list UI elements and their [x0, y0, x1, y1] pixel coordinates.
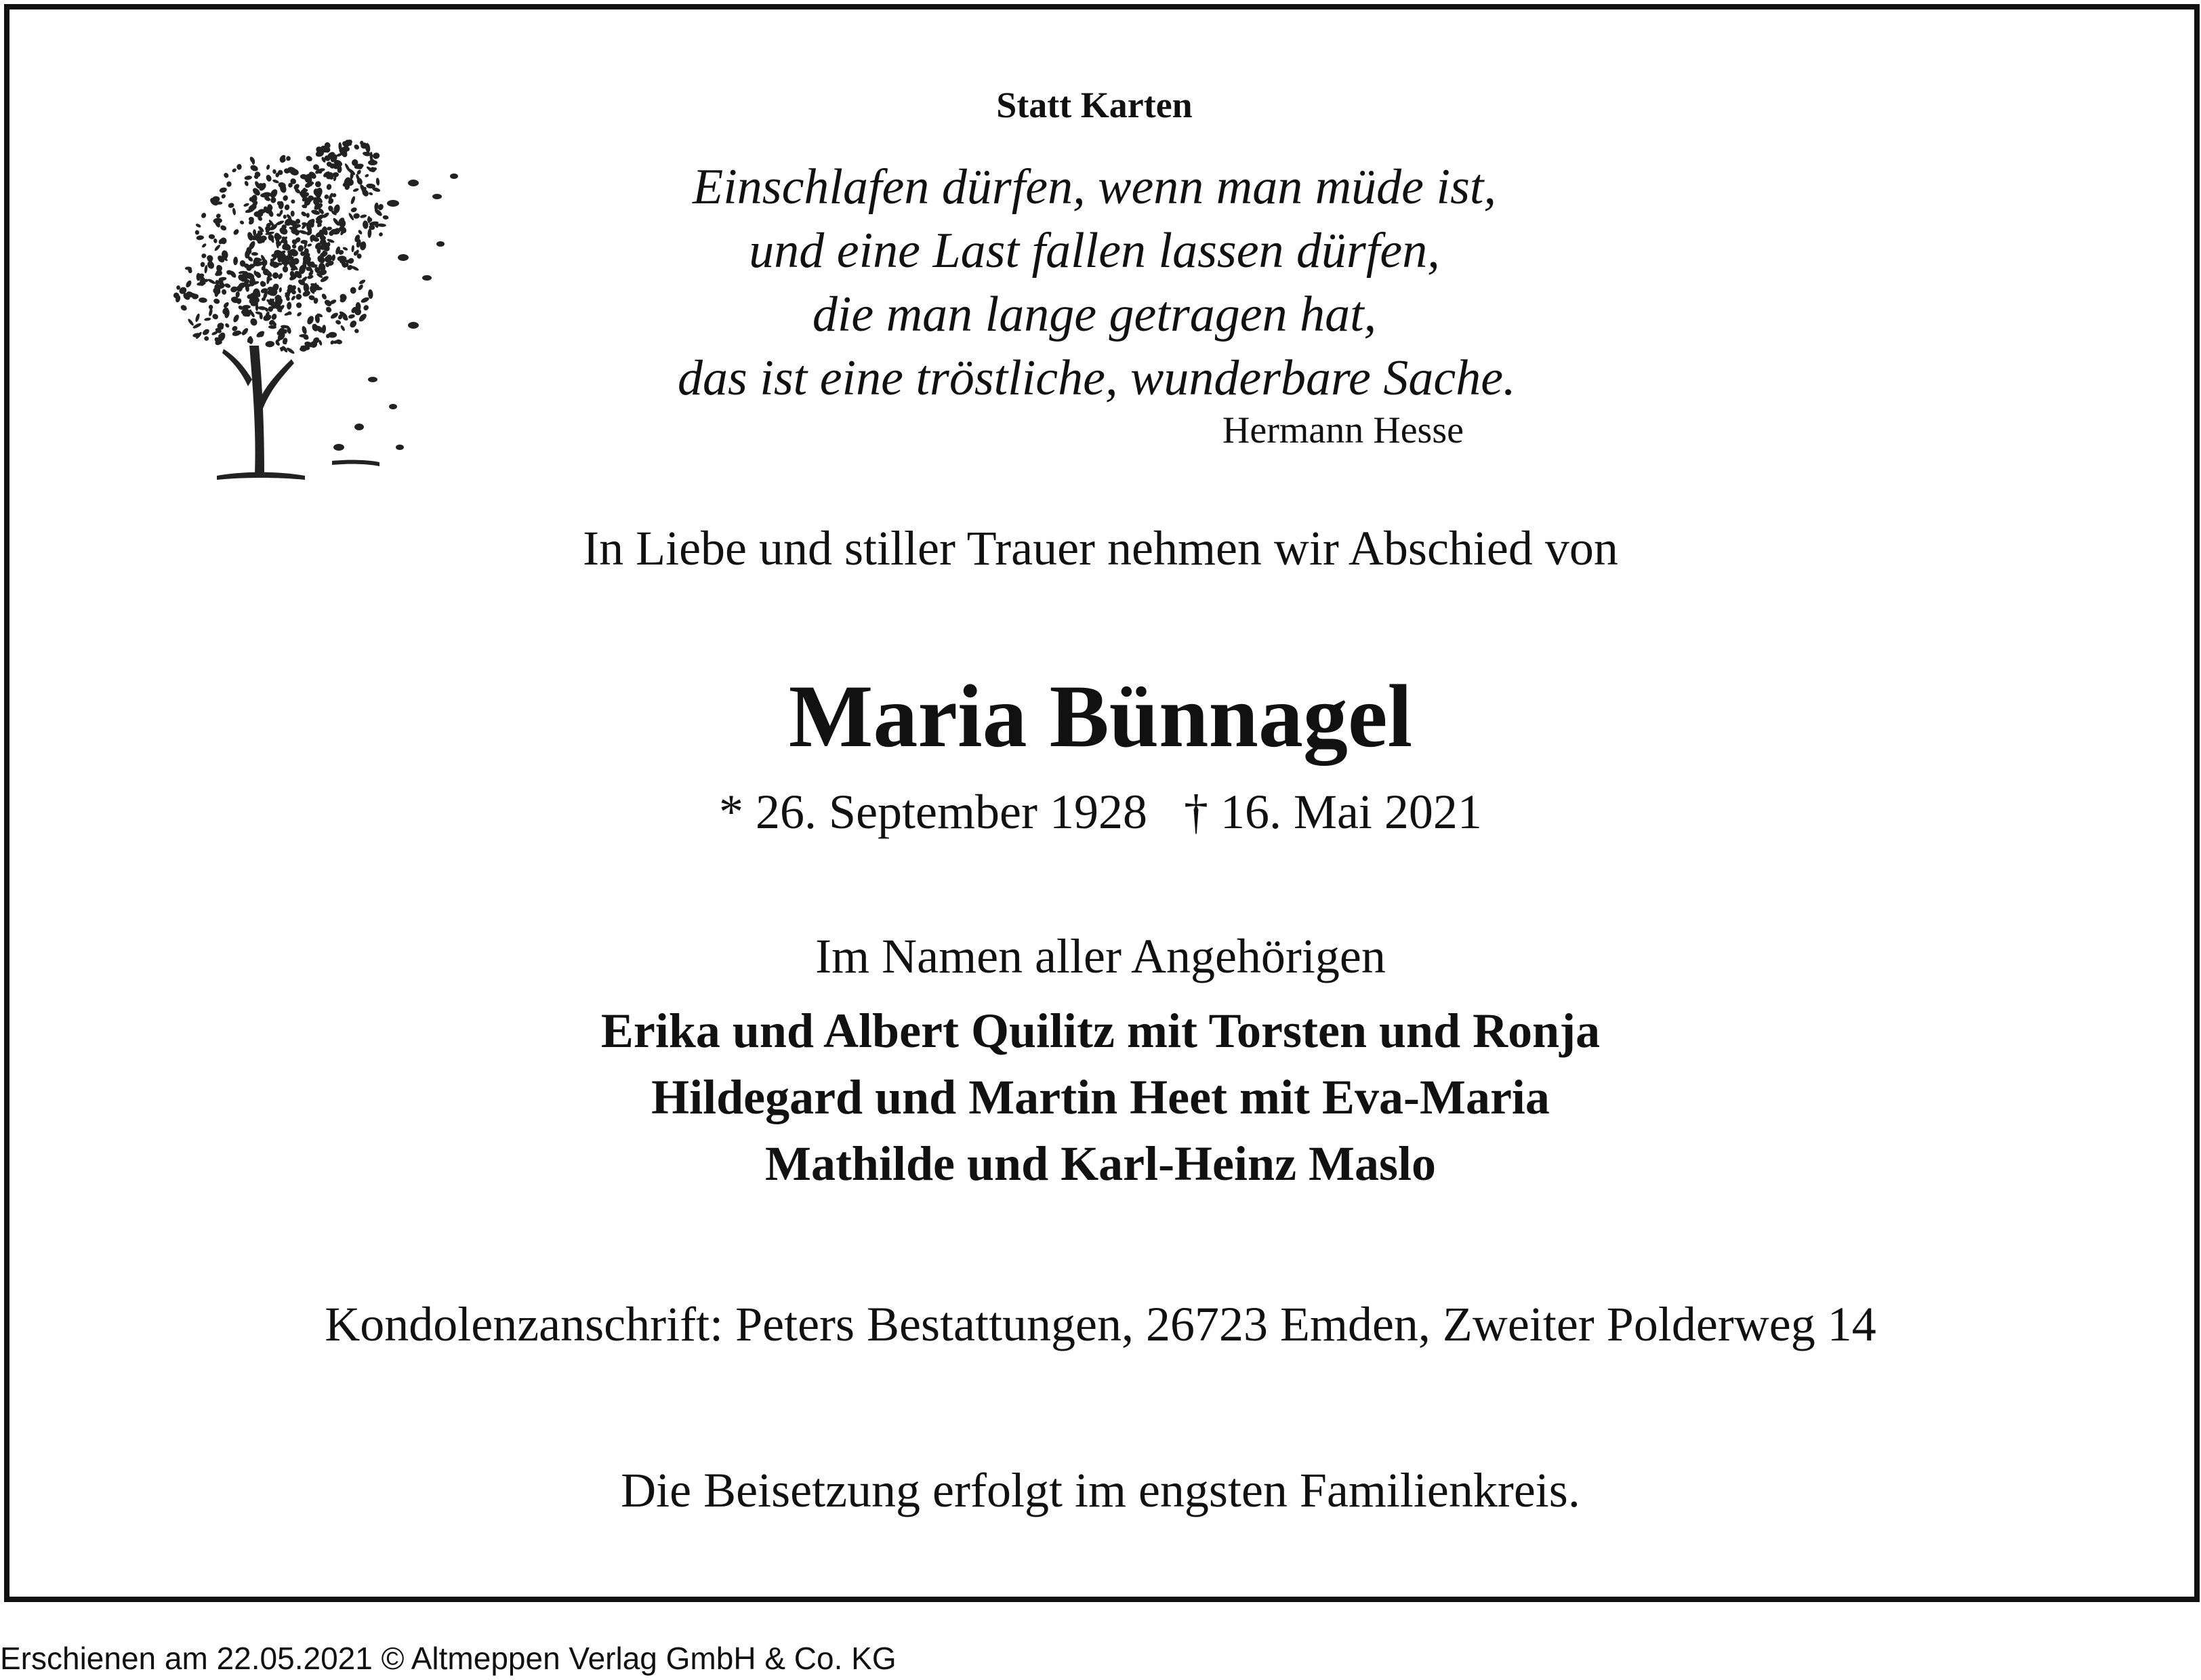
- leaf-speckle: [204, 265, 208, 274]
- leaf-speckle: [195, 223, 201, 228]
- leaf-speckle: [374, 203, 379, 211]
- leaf-speckle: [187, 318, 194, 326]
- leaf-speckle: [265, 341, 274, 348]
- leaf-speckle: [222, 289, 227, 295]
- leaf-speckle: [213, 218, 222, 224]
- intro-text: In Liebe und stiller Trauer nehmen wir Abschied von: [583, 521, 1618, 575]
- leaf-speckle: [266, 164, 270, 170]
- tree-icon: [169, 122, 474, 501]
- leaf-speckle: [327, 197, 335, 205]
- family-line-2: Hildegard und Martin Heet mit Eva-Maria: [651, 1070, 1550, 1124]
- leaf-speckle: [328, 332, 337, 338]
- leaf-speckle: [368, 192, 373, 196]
- leaf-speckle: [363, 220, 369, 229]
- leaf-speckle: [353, 213, 361, 220]
- leaf-speckle: [342, 247, 348, 251]
- leaf-speckle: [363, 304, 370, 312]
- leaf-speckle: [350, 196, 356, 205]
- leaf-speckle: [382, 215, 388, 220]
- leaf-speckle: [365, 173, 369, 178]
- leaf-speckle: [200, 262, 205, 268]
- leaf-speckle: [192, 322, 203, 329]
- leaf-speckle: [299, 334, 308, 337]
- leaf-speckle: [201, 212, 207, 219]
- leaf-speckle: [297, 287, 302, 293]
- leaf-speckle: [208, 234, 215, 239]
- leaf-speckle: [213, 298, 220, 304]
- leaf-speckle: [326, 184, 332, 190]
- family-line-1: Erika und Albert Quilitz mit Torsten und Ronja: [600, 1004, 1601, 1058]
- leaf-speckle: [283, 215, 287, 219]
- leaf-speckle: [305, 155, 313, 162]
- leaf-speckle: [296, 302, 302, 308]
- poem-line-1: Einschlafen dürfen, wenn man müde ist,: [693, 159, 1496, 215]
- leaf-speckle: [213, 238, 218, 243]
- leaf-speckle: [243, 203, 250, 207]
- leaf-speckle: [282, 194, 289, 201]
- leaf-speckle: [201, 253, 207, 258]
- leaf-speckle: [290, 199, 295, 204]
- leaf-speckle: [360, 296, 369, 304]
- leaf-speckle: [352, 188, 359, 192]
- life-dates: * 26. September 1928 † 16. Mai 2021: [719, 785, 1482, 839]
- leaf-speckle: [340, 325, 346, 331]
- leaf-speckle: [285, 156, 291, 161]
- leaf-speckle: [203, 335, 209, 342]
- leaf-speckle: [219, 187, 228, 194]
- leaf-speckle: [306, 315, 314, 326]
- leaf-speckle: [307, 243, 312, 247]
- leaf-speckle: [224, 323, 230, 329]
- leaf-speckle: [279, 287, 282, 293]
- leaf-speckle: [325, 306, 333, 314]
- leaf-speckle: [314, 181, 321, 188]
- leaf-speckle: [358, 279, 366, 285]
- leaf-speckle: [220, 193, 226, 199]
- leaf-speckle: [350, 287, 356, 293]
- leaf-speckle: [232, 314, 241, 323]
- leaf-speckle: [207, 278, 216, 285]
- leaf-speckle: [272, 272, 280, 280]
- leaf-speckle: [239, 220, 245, 226]
- publication-footer: Erschienen am 22.05.2021 © Altmeppen Verlag GmbH & Co. KG: [0, 1641, 897, 1676]
- leaf-speckle: [224, 283, 231, 289]
- leaf-speckle: [329, 312, 339, 320]
- leaf-speckle: [270, 313, 277, 321]
- leaf-speckle: [272, 179, 280, 184]
- poem-line-4: das ist eine tröstliche, wunderbare Sache.: [678, 350, 1516, 406]
- leaf-speckle: [368, 289, 373, 299]
- leaf-speckle: [211, 313, 219, 321]
- leaf-speckle: [201, 328, 210, 337]
- burial-note: Die Beisetzung erfolgt im engsten Familienkreis.: [621, 1463, 1580, 1517]
- leaf-speckle: [284, 204, 290, 211]
- leaf-speckle: [244, 180, 249, 186]
- leaf-speckle: [354, 328, 360, 333]
- condolence-address: Kondolenzanschrift: Peters Bestattungen, 26723 Emden, Zweiter Polderweg 14: [325, 1297, 1876, 1351]
- leaf-speckle: [226, 181, 232, 187]
- leaf-speckle: [297, 245, 304, 252]
- leaf-speckle: [196, 235, 204, 241]
- leaf-speckle: [213, 244, 221, 252]
- leaf-speckle: [272, 169, 276, 174]
- leaf-speckle: [232, 228, 240, 236]
- leaf-speckle: [291, 211, 295, 217]
- leaf-speckle: [232, 207, 236, 216]
- poem-line-2: und eine Last fallen lassen dürfen,: [749, 223, 1440, 279]
- leaf-speckle: [185, 279, 192, 288]
- leaf-speckle: [375, 178, 379, 186]
- leaf-speckle: [231, 167, 237, 173]
- leaf-speckle: [301, 325, 308, 335]
- leaf-speckle: [194, 313, 201, 323]
- leaf-speckle: [372, 152, 380, 159]
- leaf-speckle: [348, 314, 355, 319]
- leaf-speckle: [378, 232, 384, 237]
- leaf-speckle: [348, 319, 358, 329]
- leaf-speckle: [233, 257, 238, 266]
- leaf-speckle: [180, 304, 188, 312]
- leaf-speckle: [296, 311, 302, 317]
- deceased-name: Maria Bünnagel: [788, 666, 1413, 766]
- leaf-speckle: [220, 224, 228, 232]
- leaf-speckle: [335, 319, 342, 325]
- family-line-3: Mathilde und Karl-Heinz Maslo: [765, 1136, 1436, 1191]
- leaf-speckle: [254, 211, 264, 217]
- leaf-speckle: [199, 298, 207, 304]
- leaf-speckle: [244, 175, 252, 180]
- leaf-speckle: [201, 243, 207, 248]
- leaf-speckle: [350, 207, 358, 213]
- leaf-speckle: [249, 164, 259, 172]
- leaf-speckle: [360, 214, 367, 219]
- leaf-speckle: [251, 252, 258, 256]
- leaf-speckle: [282, 266, 288, 273]
- leaf-speckle: [194, 230, 200, 235]
- leaf-speckle: [223, 172, 230, 179]
- on-behalf-text: Im Namen aller Angehörigen: [815, 929, 1386, 983]
- leaf-speckle: [357, 229, 363, 235]
- leaf-speckle: [291, 295, 296, 301]
- leaf-speckle: [357, 284, 364, 291]
- leaf-speckle: [228, 202, 235, 209]
- statt-karten-header: Statt Karten: [996, 85, 1193, 125]
- leaf-speckle: [249, 317, 259, 327]
- leaf-speckle: [321, 293, 327, 300]
- leaf-speckle: [353, 144, 360, 150]
- leaf-speckle: [236, 164, 242, 170]
- poem-line-3: die man lange getragen hat,: [812, 287, 1377, 342]
- leaf-speckle: [287, 302, 292, 310]
- poem-author: Hermann Hesse: [1222, 409, 1464, 451]
- leaf-speckle: [244, 264, 249, 268]
- leaf-speckle: [351, 245, 354, 252]
- leaf-speckle: [265, 174, 272, 182]
- leaf-speckle: [241, 327, 249, 336]
- leaf-speckle: [306, 213, 310, 218]
- leaf-speckle: [295, 293, 303, 301]
- leaf-speckle: [204, 317, 211, 321]
